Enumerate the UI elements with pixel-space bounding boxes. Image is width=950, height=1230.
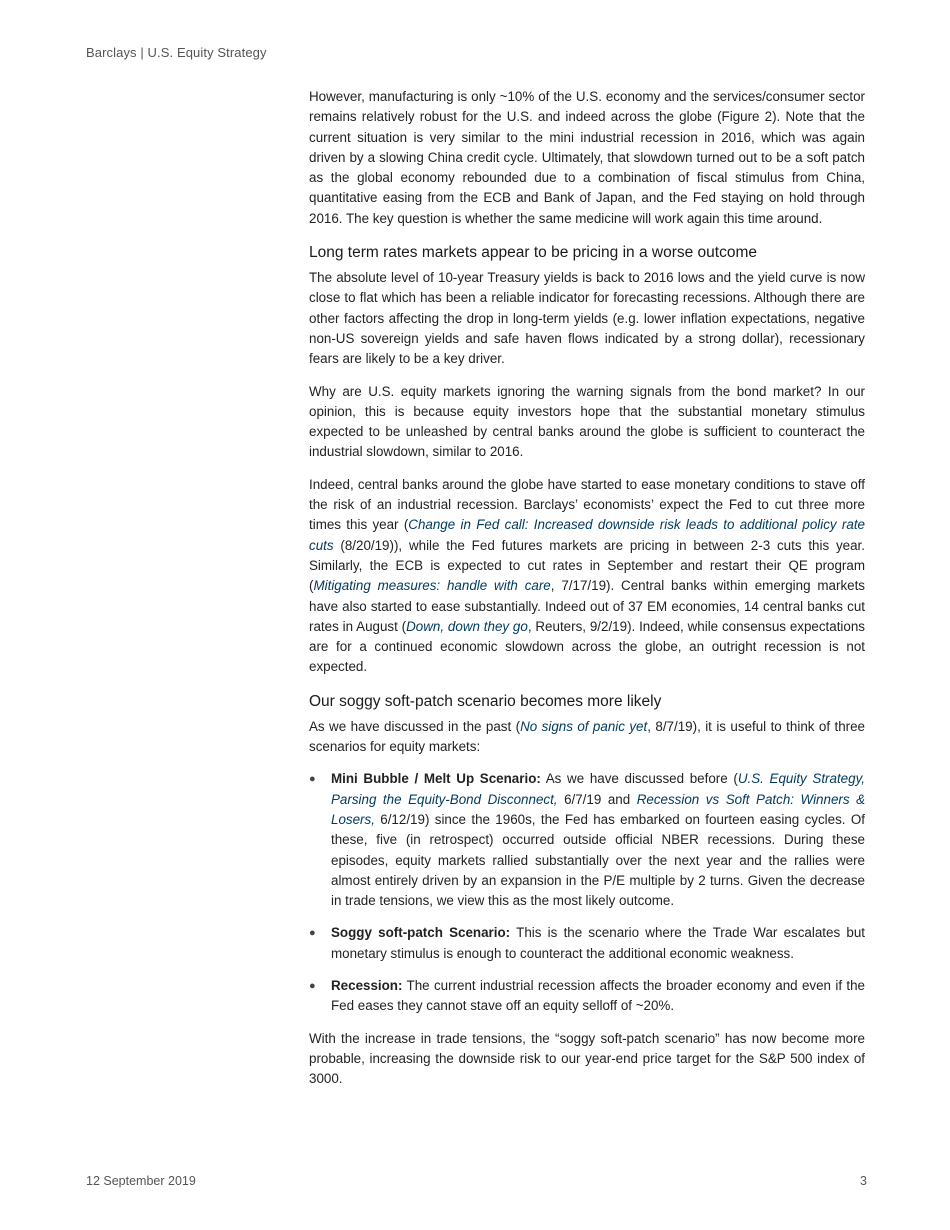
- fed-call-link[interactable]: Change in Fed call: Increased downside risk leads to additional policy rate cuts: [309, 517, 866, 553]
- paragraph-treasury-yields: The absolute level of 10-year Treasury yields is back to 2016 lows and the yield curve is now close to flat which has been a reliable indicator for forecasting recessions. Although there are other factors affecting the drop in long-term yields (e.g. lower inflation expectations, negative non-US sovereign yields and safe haven flows indicated by a strong dollar), recessionary fears are likely to be a key driver.: [309, 270, 865, 367]
- no-signs-of-panic-link[interactable]: No signs of panic yet: [520, 718, 648, 734]
- list-item-melt-up: ● Mini Bubble / Melt Up Scenario: As we have discussed before (U.S. Equity Strategy, Parsing the Equity-Bond Disconnect, 6/7/19 and Recession vs Soft Patch: Winners & Losers, 6/12/19) since the 1960s, the Fed has embarked on fourteen easing cycles. Of these, five (in retrospect) occurred outside official NBER recessions. During these episodes, equity markets rallied substantially over the next year and the rallies were almost entirely driven by an expansion in the P/E multiple by 2 turns. Given the decrease in trade tensions, we view this as the most likely outcome.: [309, 771, 866, 909]
- recession-vs-soft-patch-link[interactable]: Recession vs Soft Patch: Winners & Losers,: [331, 791, 866, 827]
- paragraph-equity-vs-bond: Why are U.S. equity markets ignoring the warning signals from the bond market? In our opinion, this is because equity investors hope that the substantial monetary stimulus expected to be unleashed by central banks around the globe is sufficient to counteract the industrial slowdown, similar to 2016.: [309, 383, 865, 460]
- list-item-soggy-soft-patch: ● Soggy soft-patch Scenario: This is the scenario where the Trade War escalates but monetary stimulus is enough to counteract the additional economic weakness.: [309, 925, 866, 961]
- parsing-equity-bond-link[interactable]: U.S. Equity Strategy, Parsing the Equity-Bond Disconnect,: [331, 771, 865, 807]
- page-number: 3: [860, 1174, 867, 1188]
- intro-paragraph: However, manufacturing is only ~10% of the U.S. economy and the services/consumer sector remains relatively robust for the U.S. and indeed across the globe (Figure 2). Note that the current situation is very similar to the mini industrial recession in 2016, which was again driven by a slowing China credit cycle. Ultimately, that slowdown turned out to be a soft patch as the global economy rebounded due to a combination of fiscal stimulus from China, quantitative easing from the ECB and Bank of Japan, and the Fed staying on hold through 2016. The key question is whether the same medicine will work again this time around.: [309, 89, 865, 226]
- main-content: [309, 87, 865, 1101]
- bullet-icon: ●: [309, 773, 316, 786]
- bullet-icon: ●: [309, 979, 316, 992]
- paragraph-central-banks: Indeed, central banks around the globe have started to ease monetary conditions to stave off the risk of an industrial recession. Barclays’ economists’ expect the Fed to cut three more times this year (Change in Fed call: Increased downside risk leads to additional policy rate cuts (8/20/19)), while the Fed futures markets are pricing in between 2-3 cuts this year. Similarly, the ECB is expected to cut rates in September and restart their QE program (Mitigating measures: handle with care, 7/17/19). Central banks within emerging markets have also started to ease substantially. Indeed out of 37 EM economies, 14 central banks cut rates in August (Down, down they go, Reuters, 9/2/19). Indeed, while consensus expectations are for a continued economic slowdown across the globe, an outright recession is not expected.: [309, 476, 866, 675]
- section-heading-soggy-soft-patch: Our soggy soft-patch scenario becomes more likely: [309, 692, 662, 710]
- section-heading-long-term-rates: Long term rates markets appear to be pricing in a worse outcome: [309, 244, 758, 262]
- bullet-icon: ●: [309, 927, 316, 940]
- scenario-term: Mini Bubble / Melt Up Scenario:: [331, 771, 541, 787]
- down-down-they-go-link[interactable]: Down, down they go: [406, 618, 528, 634]
- scenario-list: [309, 769, 865, 1016]
- scenario-term: Recession:: [331, 977, 403, 993]
- list-item-recession: ● Recession: The current industrial recession affects the broader economy and even if the Fed eases they cannot stave off an equity selloff of ~20%.: [309, 977, 865, 1014]
- paragraph-scenarios-intro: As we have discussed in the past (No signs of panic yet, 8/7/19), it is useful to think of three scenarios for equity markets:: [309, 718, 865, 755]
- scenario-term: Soggy soft-patch Scenario:: [331, 925, 511, 941]
- report-header: Barclays | U.S. Equity Strategy: [86, 45, 267, 60]
- paragraph-closing: With the increase in trade tensions, the “soggy soft-patch scenario” has now become more probable, increasing the downside risk to our year-end price target for the S&P 500 index of 3000.: [309, 1030, 865, 1087]
- mitigating-measures-link[interactable]: Mitigating measures: handle with care: [313, 578, 551, 594]
- footer-date: 12 September 2019: [86, 1174, 196, 1188]
